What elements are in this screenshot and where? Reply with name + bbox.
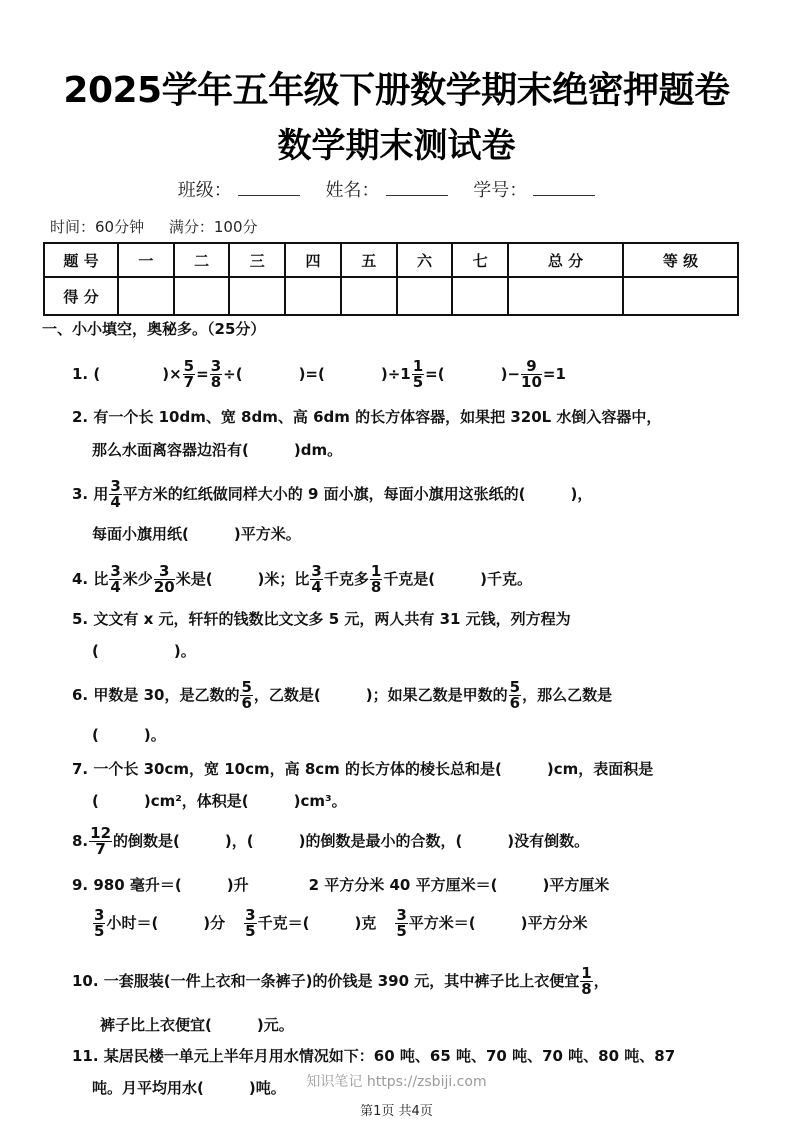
q3-text: 平方米的红纸做同样大小的 9 面小旗，每面小旗用这张纸的( )， — [122, 485, 593, 503]
full-score: 满分：100分 — [168, 218, 258, 236]
q1-text: )× — [162, 365, 182, 383]
q4-text: 米少 — [122, 570, 153, 588]
question-8 — [72, 826, 589, 857]
exam-meta — [50, 216, 278, 237]
q9-text: 千克＝( )克 — [257, 914, 377, 932]
header-cell: 题 号 — [44, 243, 118, 277]
header-cell: 五 — [341, 243, 397, 277]
fraction: $\frac{12}{7}$ — [90, 824, 112, 858]
question-6-line-2: ( )。 — [92, 726, 166, 744]
id-blank[interactable] — [533, 181, 595, 196]
name-label: 姓名： — [325, 180, 380, 201]
time-limit: 时间：60分钟 — [50, 218, 145, 236]
q1-text: ( — [93, 365, 101, 383]
score-cell[interactable] — [285, 277, 341, 315]
q4-text: 米是( )米；比 — [175, 570, 310, 588]
question-6-line-1 — [72, 680, 612, 711]
question-7-line-2: ( )cm²，体积是( )cm³。 — [92, 792, 347, 810]
header-cell: 三 — [229, 243, 285, 277]
watermark: 知识笔记 https://zsbiji.com — [306, 1074, 487, 1090]
q9-text: 2 平方分米 40 平方厘米＝( )平方厘米 — [308, 876, 610, 894]
score-table — [43, 242, 739, 316]
student-info-line — [0, 176, 793, 202]
header-cell: 四 — [285, 243, 341, 277]
class-label: 班级： — [177, 180, 232, 201]
question-7-line-1: 7. 一个长 30cm，宽 10cm，高 8cm 的长方体的棱长总和是( )cm，表面积是 — [72, 760, 654, 778]
fraction: $\frac{5}{6}$ — [509, 678, 521, 712]
q8-text: 8. — [72, 832, 89, 850]
fraction: $\frac{5}{6}$ — [241, 678, 252, 712]
page-footer: 第1页 共4页 — [360, 1104, 433, 1119]
q1-text: =1 — [542, 365, 566, 383]
q9-text: 9. 980 毫升＝( )升 — [72, 876, 249, 894]
fraction: $\frac{3}{20}$ — [153, 562, 175, 596]
fraction: $\frac{3}{5}$ — [245, 906, 256, 940]
fraction: $\frac{1}{5}$ — [412, 357, 424, 391]
q9-text: 小时＝( )分 — [106, 914, 226, 932]
question-3-line-2: 每面小旗用纸( )平方米。 — [92, 525, 301, 543]
score-cell[interactable] — [341, 277, 397, 315]
fraction: $\frac{9}{10}$ — [521, 357, 542, 391]
q1-text: =( — [425, 365, 445, 383]
q1-text: )÷1 — [380, 365, 411, 383]
question-4 — [72, 564, 532, 595]
header-cell: 六 — [397, 243, 453, 277]
q10-text: 10. 一套服装(一件上衣和一条裤子)的价钱是 390 元，其中裤子比上衣便宜 — [72, 972, 580, 990]
q1-text: ÷( — [223, 365, 243, 383]
q1-text: )− — [500, 365, 521, 383]
score-cell[interactable] — [452, 277, 508, 315]
fraction: $\frac{3}{8}$ — [210, 357, 222, 391]
fraction: $\frac{1}{8}$ — [581, 964, 592, 998]
q6-text: ，那么乙数是 — [522, 686, 613, 704]
header-cell: 等 级 — [623, 243, 738, 277]
question-10-line-1 — [72, 966, 609, 997]
fraction: $\frac{3}{5}$ — [94, 906, 105, 940]
score-table-header-row — [44, 243, 738, 277]
question-2-line-1: 2. 有一个长 10dm、宽 8dm、高 6dm 的长方体容器，如果把 320L 水倒入容器中， — [72, 408, 662, 426]
score-row-label: 得 分 — [44, 277, 118, 315]
q9-text: 平方米＝( )平方分米 — [408, 914, 588, 932]
id-label: 学号： — [473, 180, 528, 201]
fraction: $\frac{3}{4}$ — [311, 562, 322, 596]
score-cell[interactable] — [397, 277, 453, 315]
header-cell: 总 分 — [508, 243, 623, 277]
question-9-line-1 — [72, 874, 609, 895]
q1-number: 1. — [72, 365, 89, 383]
score-cell[interactable] — [508, 277, 623, 315]
question-2-line-2: 那么水面离容器边沿有( )dm。 — [92, 441, 343, 459]
score-cell[interactable] — [229, 277, 285, 315]
score-cell[interactable] — [118, 277, 174, 315]
fraction: $\frac{3}{4}$ — [110, 562, 121, 596]
header-cell: 一 — [118, 243, 174, 277]
score-table-score-row — [44, 277, 738, 315]
q4-text: 4. 比 — [72, 570, 109, 588]
question-11-line-2: 吨。月平均用水( )吨。 — [92, 1079, 286, 1097]
q6-text: ，乙数是( )；如果乙数是甲数的 — [253, 686, 508, 704]
fraction: $\frac{3}{4}$ — [110, 477, 121, 511]
header-cell: 二 — [174, 243, 230, 277]
exam-title: 2025学年五年级下册数学期末绝密押题卷 — [63, 70, 730, 111]
question-1 — [72, 359, 566, 390]
header-cell: 七 — [452, 243, 508, 277]
question-5-line-1: 5. 文文有 x 元，轩轩的钱数比文文多 5 元，两人共有 31 元钱，列方程为 — [72, 610, 571, 628]
score-cell[interactable] — [623, 277, 738, 315]
question-3-line-1 — [72, 479, 592, 510]
score-cell[interactable] — [174, 277, 230, 315]
q4-text: 千克是( )千克。 — [383, 570, 533, 588]
question-5-line-2: ( )。 — [92, 642, 196, 660]
q8-text: 的倒数是( )，( )的倒数是最小的合数，( )没有倒数。 — [113, 832, 590, 850]
q3-text: 3. 用 — [72, 485, 109, 503]
name-blank[interactable] — [386, 181, 448, 196]
question-10-line-2: 裤子比上衣便宜( )元。 — [100, 1016, 294, 1034]
question-9-line-2 — [92, 908, 587, 939]
q1-text: )=( — [298, 365, 325, 383]
class-blank[interactable] — [238, 181, 300, 196]
question-11-line-1: 11. 某居民楼一单元上半年月用水情况如下：60 吨、65 吨、70 吨、70 吨、80 吨、87 — [72, 1047, 676, 1065]
q4-text: 千克多 — [323, 570, 369, 588]
fraction: $\frac{5}{7}$ — [183, 357, 195, 391]
q6-text: 6. 甲数是 30，是乙数的 — [72, 686, 240, 704]
fraction: $\frac{1}{8}$ — [370, 562, 382, 596]
q10-text: ， — [593, 972, 609, 990]
section-1-heading: 一、小小填空，奥秘多。（25分） — [42, 320, 266, 338]
q1-text: = — [196, 365, 209, 383]
fraction: $\frac{3}{5}$ — [396, 906, 407, 940]
exam-subtitle: 数学期末测试卷 — [277, 126, 516, 166]
